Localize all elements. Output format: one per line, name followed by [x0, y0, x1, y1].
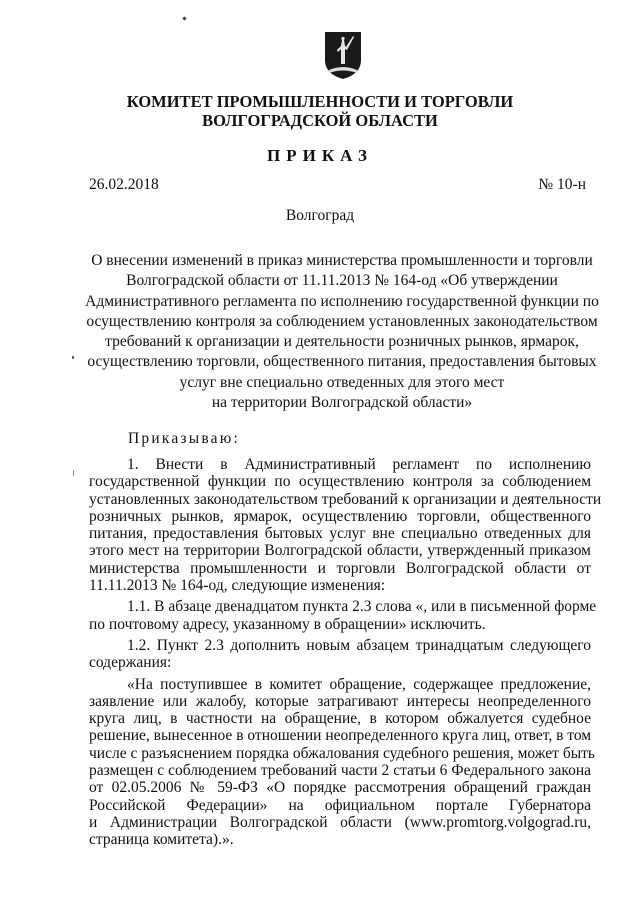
organization-title	[0, 92, 640, 130]
text-line: 11.11.2013 № 164-од, следующие изменения:	[89, 577, 386, 595]
subject-line: осуществлению торговли, общественного питания, предоставления бытовых	[87, 353, 597, 371]
document-city: Волгоград	[285, 207, 355, 224]
text-line: 1.2. Пункт 2.3 дополнить новым абзацем тринадцатым следующего	[127, 636, 591, 654]
subject-line: на территории Волгоградской области»	[211, 394, 473, 412]
order-directive: Приказываю:	[128, 430, 241, 447]
text-line: этого мест на территории Волгоградской области, утвержденный приказом	[89, 542, 591, 560]
text-line: заявление или жалобу, которые затрагивают интересы неопределенного	[89, 692, 591, 710]
text-line: от 02.05.2006 № 59-ФЗ «О порядке рассмотрения обращений граждан	[89, 779, 591, 797]
text-line: и Администрации Волгоградской области (www.promtorg.volgograd.ru,	[89, 813, 591, 831]
paragraph-item-1-2	[89, 637, 591, 672]
text-line: страница комитета).».	[89, 831, 234, 849]
document-subject	[85, 251, 599, 413]
text-line: государственной функции по осуществлению контроля за соблюдением	[89, 473, 591, 491]
document-date: 26.02.2018	[89, 176, 159, 193]
document-body	[89, 456, 602, 853]
paragraph-quoted-addition	[89, 675, 595, 849]
scan-speck	[72, 356, 74, 359]
text-line: решение, вынесенное в отношении неопределенного круга лиц, ответ, в том	[89, 727, 592, 745]
document-number: № 10-н	[538, 176, 586, 193]
text-line: розничных рынков, ярмарок, осуществлению торговли, общественного	[89, 507, 591, 525]
volgograd-coat-of-arms-icon	[323, 30, 363, 80]
text-line: министерства промышленности и торговли Волгоградской области от	[89, 559, 591, 577]
text-line: «На поступившее в комитет обращение, содержащее предложение,	[127, 675, 591, 693]
subject-line: требований к организации и деятельности розничных рынков, ярмарок,	[105, 333, 579, 351]
subject-line: Административного регламента по исполнению государственной функции по	[85, 292, 599, 310]
subject-line: осуществлению контроля за соблюдением установленных законодательством	[86, 312, 598, 330]
organization-title-line: ВОЛГОГРАДСКОЙ ОБЛАСТИ	[202, 111, 438, 130]
text-line: по почтовому адресу, указанному в обращении» исключить.	[89, 615, 486, 633]
subject-line: Волгоградской области от 11.11.2013 № 164-од «Об утверждении	[126, 272, 558, 290]
scan-speck	[182, 16, 186, 20]
text-line: Российской Федерации» на официальном портале Губернатора	[89, 796, 591, 814]
text-line: круга лиц, в частности на обращение, в котором обжалуется судебное	[89, 710, 591, 728]
paragraph-item-1	[89, 456, 602, 595]
scan-speck	[73, 470, 74, 476]
document-type: ПРИКАЗ	[267, 146, 373, 165]
text-line: 1.1. В абзаце двенадцатом пункта 2.3 слова «, или в письменной форме	[127, 598, 597, 616]
organization-title-line: КОМИТЕТ ПРОМЫШЛЕННОСТИ И ТОРГОВЛИ	[126, 92, 514, 111]
text-line: установленных законодательством требований к организации и деятельности	[89, 490, 602, 508]
subject-line: О внесении изменений в приказ министерства промышленности и торговли	[91, 252, 593, 269]
text-line: содержания:	[89, 654, 172, 672]
text-line: 1. Внести в Административный регламент по исполнению	[127, 456, 591, 473]
paragraph-item-1-1	[89, 598, 597, 633]
text-line: размещен с соблюдением требований части 2 статьи 6 Федерального закона	[89, 762, 591, 780]
subject-line: услуг вне специально отведенных для этого мест	[179, 373, 505, 391]
text-line: питания, предоставления бытовых услуг вне специально отведенных для	[89, 525, 591, 543]
text-line: числе с разъяснением порядка обжалования судебного решения, может быть	[89, 744, 595, 762]
